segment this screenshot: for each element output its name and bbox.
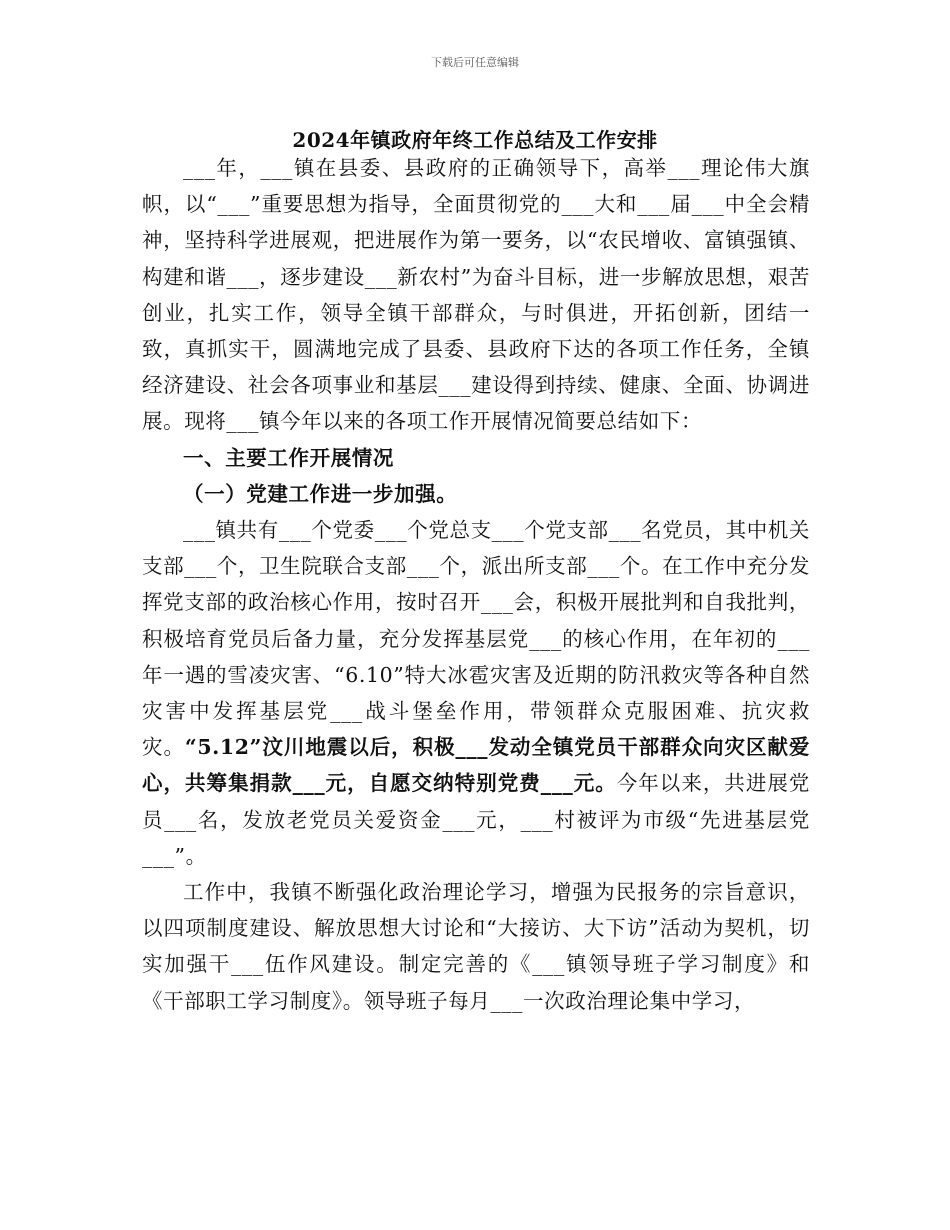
party-member-stats-text: 今年以来，共进展党员___名，发放老党员关爱资金___元，___村被评为市级“先进基层党___”。	[142, 771, 811, 868]
header-note: 下载后可任意编辑	[431, 56, 519, 69]
party-building-text: ___镇共有___个党委___个党总支___个党支部___名党员，其中机关支部___个，卫生院联合支部___个，派出所支部___个。在工作中充分发挥党支部的政治核心作用，按时召开___会，积极开展批判和自我批判，积极培育党员后备力量，充分发挥基层党___的核心作用，在年初的___年一遇的雪凌灾害、“6.10”特大冰雹灾害及近期的防汛救灾等各种自然灾害中发挥基层党___战斗堡垒作用，带领群众克服困难、抗灾救灾。	[142, 518, 810, 760]
subsection-heading: （一）党建工作进一步加强。	[183, 481, 458, 506]
study-system-paragraph: 工作中，我镇不断强化政治理论学习，增强为民报务的宗旨意识，以四项制度建设、解放思想大讨论和“大接访、大下访”活动为契机，切实加强干___伍作风建设。制定完善的《___镇领导班子学习制度》和《干部职工学习制度》。领导班子每月___一次政治理论集中学习，	[142, 880, 810, 1013]
document-title: 2024年镇政府年终工作总结及工作安排	[292, 128, 658, 152]
intro-paragraph: ___年，___镇在县委、县政府的正确领导下，高举___理论伟大旗帜，以“___”重要思想为指导，全面贯彻党的___大和___届___中全会精神，坚持科学进展观，把进展作为第一要务，以“农民增收、富镇强镇、构建和谐___，逐步建设___新农村”为奋斗目标，进一步解放思想，艰苦创业，扎实工作，领导全镇干部群众，与时俱进，开拓创新，团结一致，真抓实干，圆满地完成了县委、县政府下达的各项工作任务，全镇经济建设、社会各项事业和基层___建设得到持续、健康、全面、协调进展。现将___镇今年以来的各项工作开展情况简要总结如下：	[142, 156, 810, 434]
document-body	[142, 150, 810, 1019]
earthquake-donation-text: “5.12”汶川地震以后，积极___发动全镇党员干部群众向灾区献爱心，共筹集捐款___元，自愿交纳特别党费___元。	[142, 735, 810, 796]
party-building-paragraph	[142, 512, 810, 874]
section-heading: 一、主要工作开展情况	[183, 445, 394, 470]
